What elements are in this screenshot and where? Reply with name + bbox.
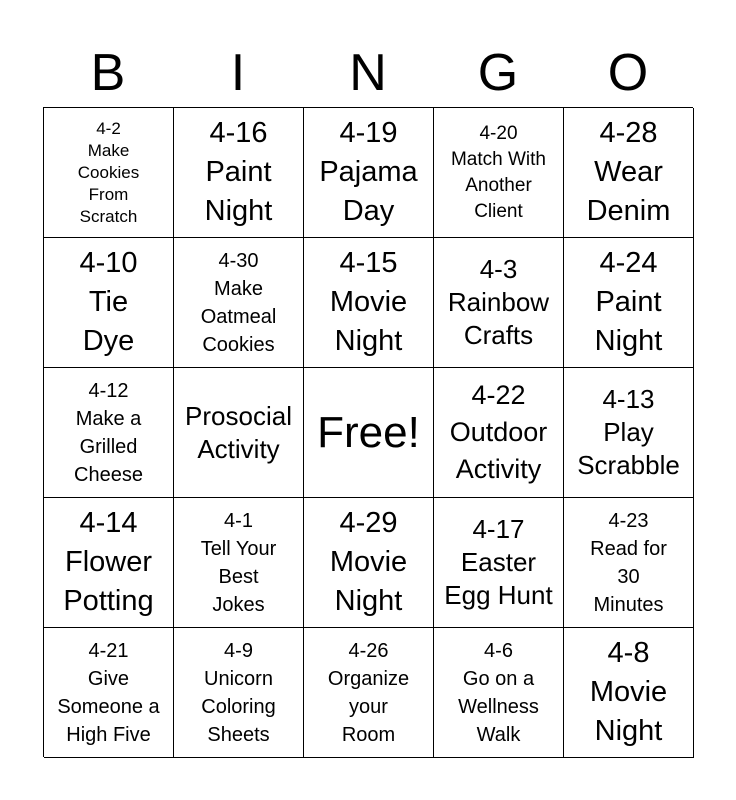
header-letter-b: B [90, 44, 126, 102]
bingo-cell[interactable]: 4-1 Tell Your Best Jokes [174, 498, 304, 628]
bingo-cell[interactable]: 4-12 Make a Grilled Cheese [44, 368, 174, 498]
bingo-cell[interactable]: 4-2 Make Cookies From Scratch [44, 108, 174, 238]
bingo-cell[interactable]: 4-22 Outdoor Activity [434, 368, 564, 498]
bingo-cell[interactable]: 4-13 Play Scrabble [564, 368, 694, 498]
bingo-cell[interactable]: 4-3 Rainbow Crafts [434, 238, 564, 368]
header-letter-o: O [607, 44, 649, 102]
bingo-cell[interactable]: 4-21 Give Someone a High Five [44, 628, 174, 758]
bingo-cell[interactable]: 4-24 Paint Night [564, 238, 694, 368]
bingo-cell[interactable]: 4-16 Paint Night [174, 108, 304, 238]
bingo-cell[interactable]: 4-9 Unicorn Coloring Sheets [174, 628, 304, 758]
bingo-cell[interactable]: 4-17 Easter Egg Hunt [434, 498, 564, 628]
header-letter-i: I [230, 44, 246, 102]
bingo-cell[interactable]: 4-6 Go on a Wellness Walk [434, 628, 564, 758]
header-letter-g: G [477, 44, 519, 102]
bingo-header [43, 38, 693, 108]
bingo-cell[interactable]: Prosocial Activity [174, 368, 304, 498]
bingo-free-space[interactable]: Free! [304, 368, 434, 498]
bingo-cell[interactable]: 4-8 Movie Night [564, 628, 694, 758]
bingo-cell[interactable]: 4-26 Organize your Room [304, 628, 434, 758]
bingo-cell[interactable]: 4-15 Movie Night [304, 238, 434, 368]
bingo-cell[interactable]: 4-20 Match With Another Client [434, 108, 564, 238]
bingo-board [43, 107, 693, 757]
bingo-cell[interactable]: 4-10 Tie Dye [44, 238, 174, 368]
header-letter-n: N [349, 44, 387, 102]
bingo-cell[interactable]: 4-29 Movie Night [304, 498, 434, 628]
bingo-cell[interactable]: 4-28 Wear Denim [564, 108, 694, 238]
bingo-cell[interactable]: 4-14 Flower Potting [44, 498, 174, 628]
bingo-cell[interactable]: 4-30 Make Oatmeal Cookies [174, 238, 304, 368]
bingo-cell[interactable]: 4-19 Pajama Day [304, 108, 434, 238]
bingo-cell[interactable]: 4-23 Read for 30 Minutes [564, 498, 694, 628]
